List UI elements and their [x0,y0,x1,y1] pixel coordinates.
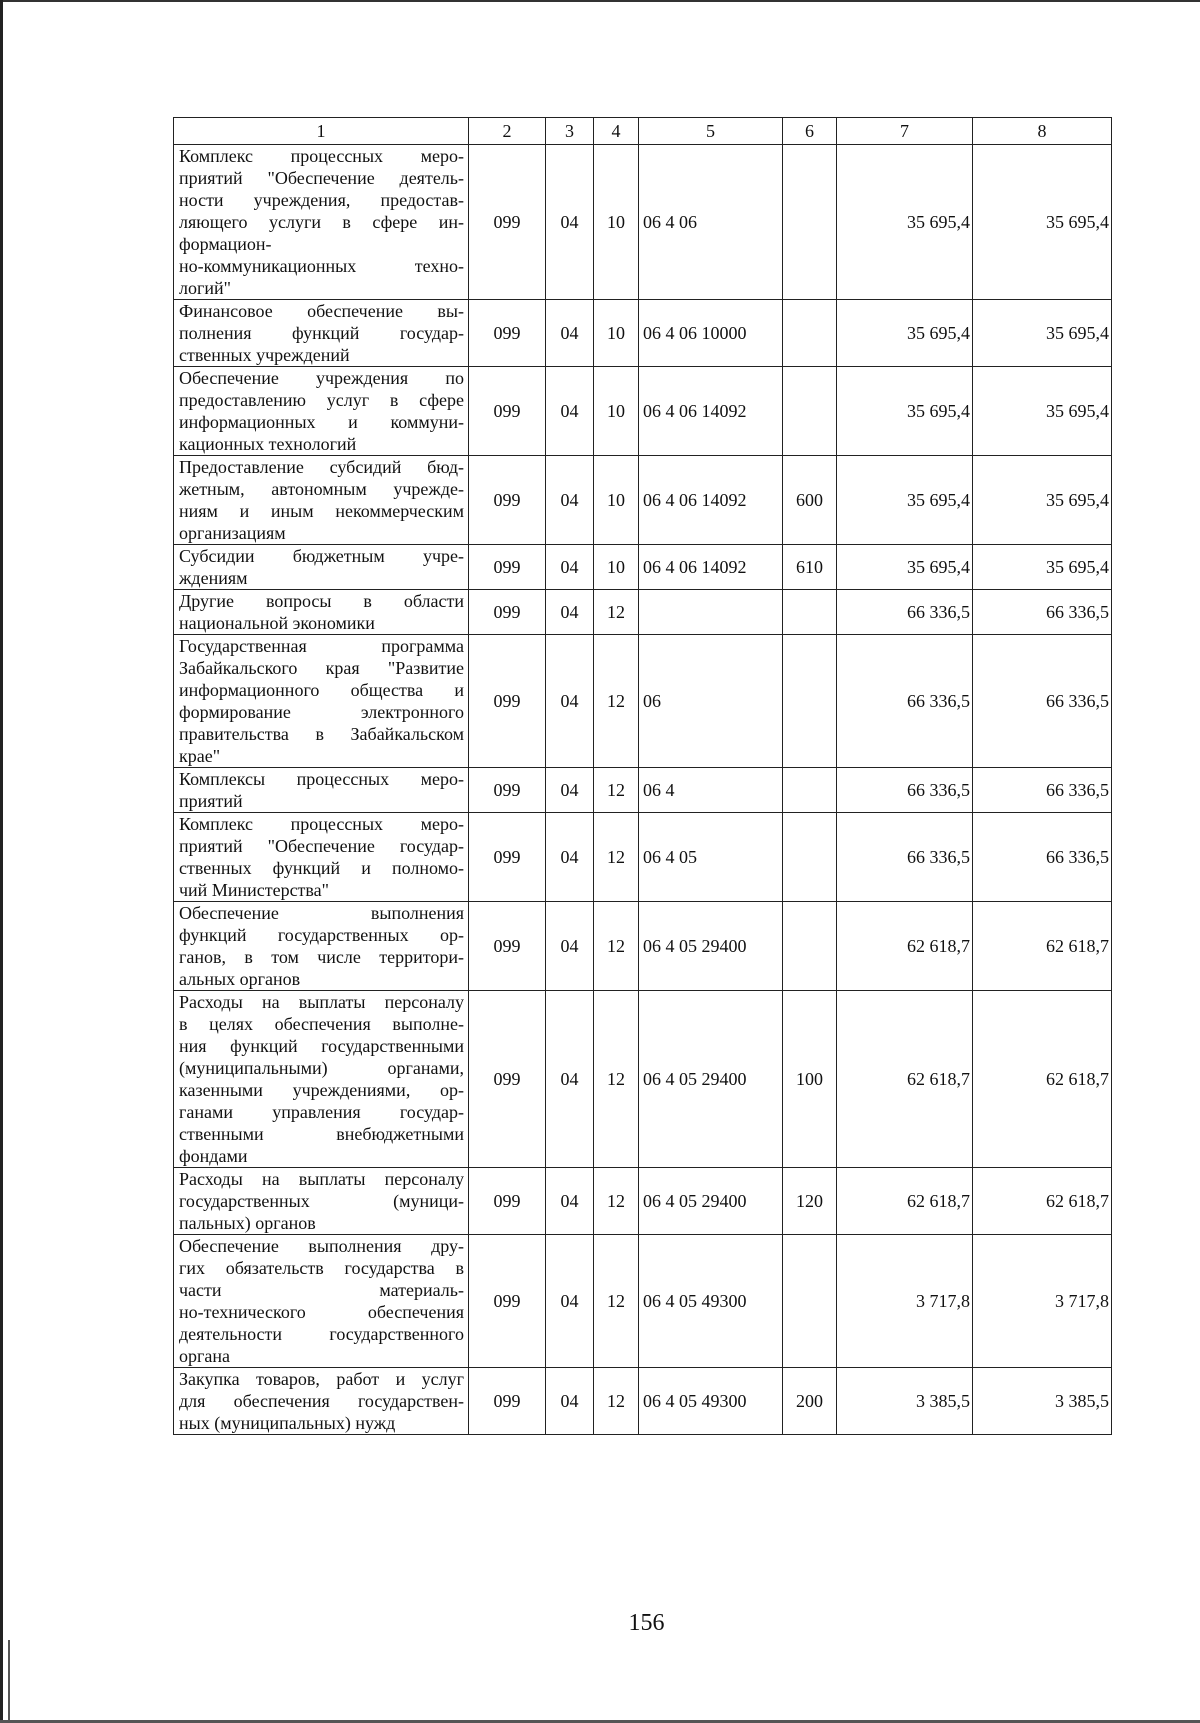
row-razdel-cell: 04 [546,768,594,813]
row-name-line: но-коммуникационных техно- [179,256,464,276]
row-podrazdel-cell: 12 [594,590,639,635]
row-csr-cell: 06 4 05 29400 [639,1168,783,1235]
row-razdel-cell: 04 [546,367,594,456]
row-name-line: Комплекс процессных меро- [179,146,464,166]
row-name-line: Обеспечение выполнения [179,903,464,923]
row-kod-cell: 099 [469,145,546,300]
row-name-cell [174,145,469,300]
row-csr-cell: 06 [639,635,783,768]
row-razdel-cell: 04 [546,1368,594,1435]
row-razdel-cell: 04 [546,590,594,635]
row-name-line: ганов, в том числе территори- [179,947,464,967]
row-name-line: ственных функций и полномо- [179,858,464,878]
row-csr-cell: 06 4 06 10000 [639,300,783,367]
row-name-line: ных (муниципальных) нужд [179,1413,396,1433]
table-row [174,991,1112,1168]
table-row [174,902,1112,991]
row-name-line: Закупка товаров, работ и услуг [179,1369,464,1389]
row-amount-2-cell: 66 336,5 [973,813,1112,902]
row-csr-cell: 06 4 06 14092 [639,367,783,456]
row-name-line: деятельности государственного [179,1324,464,1344]
row-name-line: для обеспечения государствен- [179,1391,464,1411]
row-amount-2-cell: 62 618,7 [973,1168,1112,1235]
row-amount-2-cell: 66 336,5 [973,590,1112,635]
row-vr-cell [783,635,837,768]
row-csr-cell: 06 4 05 49300 [639,1235,783,1368]
table-row [174,768,1112,813]
row-amount-1-cell: 66 336,5 [837,590,973,635]
row-csr-cell [639,590,783,635]
row-kod-cell: 099 [469,1168,546,1235]
row-amount-1-cell: 62 618,7 [837,1168,973,1235]
table-row [174,456,1112,545]
row-name-line: Комплекс процессных меро- [179,814,464,834]
row-amount-2-cell: 62 618,7 [973,902,1112,991]
row-amount-2-cell: 66 336,5 [973,635,1112,768]
row-vr-cell: 120 [783,1168,837,1235]
row-vr-cell: 200 [783,1368,837,1435]
row-name-line: Предоставление субсидий бюд- [179,457,464,477]
row-name-line: Субсидии бюджетным учре- [179,546,464,566]
row-name-cell [174,635,469,768]
row-name-line: государственных (муници- [179,1191,464,1211]
row-podrazdel-cell: 10 [594,300,639,367]
header-col-2: 2 [469,118,546,145]
row-name-line: крае" [179,746,221,766]
header-col-5: 5 [639,118,783,145]
row-vr-cell: 100 [783,991,837,1168]
row-vr-cell [783,813,837,902]
row-name-line: (муниципальными) органами, [179,1058,464,1078]
row-name-line: полнения функций государ- [179,323,464,343]
row-name-line: чий Министерства" [179,880,330,900]
row-razdel-cell: 04 [546,813,594,902]
header-col-6: 6 [783,118,837,145]
header-col-4: 4 [594,118,639,145]
row-name-line: ждениям [179,568,248,588]
row-podrazdel-cell: 12 [594,1168,639,1235]
row-kod-cell: 099 [469,991,546,1168]
row-name-line: но-технического обеспечения [179,1302,464,1322]
row-name-cell [174,1168,469,1235]
row-amount-2-cell: 35 695,4 [973,145,1112,300]
row-razdel-cell: 04 [546,145,594,300]
row-name-line: фондами [179,1146,248,1166]
row-name-line: логий" [179,278,231,298]
row-amount-2-cell: 35 695,4 [973,300,1112,367]
row-name-cell [174,367,469,456]
row-podrazdel-cell: 10 [594,545,639,590]
row-name-cell [174,902,469,991]
row-amount-2-cell: 35 695,4 [973,545,1112,590]
row-amount-1-cell: 35 695,4 [837,300,973,367]
row-amount-2-cell: 35 695,4 [973,456,1112,545]
row-name-line: Забайкальского края "Развитие [179,658,464,678]
row-name-cell [174,1368,469,1435]
row-name-cell [174,768,469,813]
table-row [174,813,1112,902]
table-row [174,300,1112,367]
scan-edge-top [0,0,1200,2]
row-vr-cell [783,300,837,367]
row-csr-cell: 06 4 06 14092 [639,545,783,590]
header-col-8: 8 [973,118,1112,145]
row-amount-1-cell: 35 695,4 [837,367,973,456]
row-name-line: Финансовое обеспечение вы- [179,301,464,321]
row-podrazdel-cell: 10 [594,145,639,300]
row-name-line: Другие вопросы в области [179,591,464,611]
row-kod-cell: 099 [469,456,546,545]
row-amount-1-cell: 66 336,5 [837,635,973,768]
row-name-line: Обеспечение учреждения по [179,368,464,388]
row-amount-1-cell: 35 695,4 [837,456,973,545]
row-name-line: гих обязательств государства в [179,1258,464,1278]
row-name-line: информационного общества и [179,680,464,700]
row-name-line: ляющего услуги в сфере ин- [179,212,464,232]
row-name-line: ния функций государственными [179,1036,464,1056]
row-vr-cell [783,902,837,991]
row-amount-1-cell: 66 336,5 [837,768,973,813]
row-csr-cell: 06 4 06 14092 [639,456,783,545]
row-csr-cell: 06 4 [639,768,783,813]
header-col-3: 3 [546,118,594,145]
row-name-line: Комплексы процессных меро- [179,769,464,789]
table-row [174,1235,1112,1368]
row-amount-1-cell: 62 618,7 [837,902,973,991]
row-razdel-cell: 04 [546,991,594,1168]
row-name-line: информационных и коммуни- [179,412,464,432]
row-podrazdel-cell: 10 [594,367,639,456]
header-col-7: 7 [837,118,973,145]
row-kod-cell: 099 [469,813,546,902]
row-name-line: Расходы на выплаты персоналу [179,992,464,1012]
page-number: 156 [628,1610,665,1636]
row-vr-cell: 600 [783,456,837,545]
row-amount-1-cell: 66 336,5 [837,813,973,902]
row-vr-cell [783,1235,837,1368]
row-amount-2-cell: 66 336,5 [973,768,1112,813]
row-name-line: приятий [179,791,243,811]
row-vr-cell: 610 [783,545,837,590]
table-row [174,545,1112,590]
row-name-line: жетным, автономным учрежде- [179,479,464,499]
row-csr-cell: 06 4 05 49300 [639,1368,783,1435]
row-kod-cell: 099 [469,367,546,456]
row-amount-1-cell: 35 695,4 [837,145,973,300]
table-row [174,145,1112,300]
row-amount-1-cell: 3 717,8 [837,1235,973,1368]
row-name-line: Расходы на выплаты персоналу [179,1169,464,1189]
table-header-row [174,118,1112,145]
row-podrazdel-cell: 12 [594,902,639,991]
row-vr-cell [783,367,837,456]
row-name-line: формирование электронного [179,702,464,722]
row-razdel-cell: 04 [546,1168,594,1235]
row-csr-cell: 06 4 06 [639,145,783,300]
table-row [174,590,1112,635]
row-name-line: альных органов [179,969,301,989]
row-razdel-cell: 04 [546,300,594,367]
row-name-line: ниям и иным некоммерческим [179,501,464,521]
row-name-cell [174,456,469,545]
budget-table [173,117,1112,1435]
row-name-line: пальных) органов [179,1213,316,1233]
row-name-line: организациям [179,523,286,543]
row-amount-2-cell: 3 385,5 [973,1368,1112,1435]
row-name-line: органа [179,1346,230,1366]
row-vr-cell [783,768,837,813]
row-kod-cell: 099 [469,590,546,635]
row-amount-2-cell: 62 618,7 [973,991,1112,1168]
row-name-cell [174,545,469,590]
row-kod-cell: 099 [469,300,546,367]
table-body [174,118,1112,1435]
row-vr-cell [783,590,837,635]
row-name-line: части материаль- [179,1280,464,1300]
row-kod-cell: 099 [469,1368,546,1435]
row-podrazdel-cell: 10 [594,456,639,545]
row-razdel-cell: 04 [546,902,594,991]
row-kod-cell: 099 [469,635,546,768]
row-kod-cell: 099 [469,1235,546,1368]
row-podrazdel-cell: 12 [594,1368,639,1435]
row-name-line: ганами управления государ- [179,1102,464,1122]
row-name-line: ности учреждения, предостав- [179,190,464,210]
row-name-line: казенными учреждениями, ор- [179,1080,464,1100]
row-podrazdel-cell: 12 [594,635,639,768]
row-amount-2-cell: 35 695,4 [973,367,1112,456]
row-name-line: правительства в Забайкальском [179,724,464,744]
row-name-cell [174,991,469,1168]
header-col-1: 1 [174,118,469,145]
row-amount-1-cell: 35 695,4 [837,545,973,590]
row-razdel-cell: 04 [546,1235,594,1368]
row-razdel-cell: 04 [546,545,594,590]
table-row [174,1168,1112,1235]
row-name-line: Обеспечение выполнения дру- [179,1236,464,1256]
scan-edge-left [0,0,3,1723]
row-csr-cell: 06 4 05 29400 [639,902,783,991]
row-amount-1-cell: 62 618,7 [837,991,973,1168]
table-row [174,1368,1112,1435]
row-name-line: приятий "Обеспечение деятель- [179,168,464,188]
row-razdel-cell: 04 [546,635,594,768]
scan-edge-mark [8,1640,10,1720]
row-csr-cell: 06 4 05 [639,813,783,902]
row-podrazdel-cell: 12 [594,813,639,902]
row-razdel-cell: 04 [546,456,594,545]
row-amount-2-cell: 3 717,8 [973,1235,1112,1368]
row-csr-cell: 06 4 05 29400 [639,991,783,1168]
row-name-cell [174,1235,469,1368]
row-kod-cell: 099 [469,545,546,590]
row-podrazdel-cell: 12 [594,1235,639,1368]
row-name-line: функций государственных ор- [179,925,464,945]
row-amount-1-cell: 3 385,5 [837,1368,973,1435]
row-vr-cell [783,145,837,300]
row-name-line: кационных технологий [179,434,357,454]
row-podrazdel-cell: 12 [594,991,639,1168]
row-podrazdel-cell: 12 [594,768,639,813]
row-name-line: в целях обеспечения выполне- [179,1014,464,1034]
row-name-line: предоставлению услуг в сфере [179,390,464,410]
table-row [174,635,1112,768]
row-name-line: формацион- [179,234,272,254]
row-name-cell [174,813,469,902]
row-kod-cell: 099 [469,902,546,991]
row-name-line: национальной экономики [179,613,375,633]
row-name-cell [174,300,469,367]
row-name-line: приятий "Обеспечение государ- [179,836,464,856]
row-name-line: Государственная программа [179,636,464,656]
table-row [174,367,1112,456]
row-name-line: ственных учреждений [179,345,350,365]
row-kod-cell: 099 [469,768,546,813]
row-name-line: ственными внебюджетными [179,1124,464,1144]
row-name-cell [174,590,469,635]
